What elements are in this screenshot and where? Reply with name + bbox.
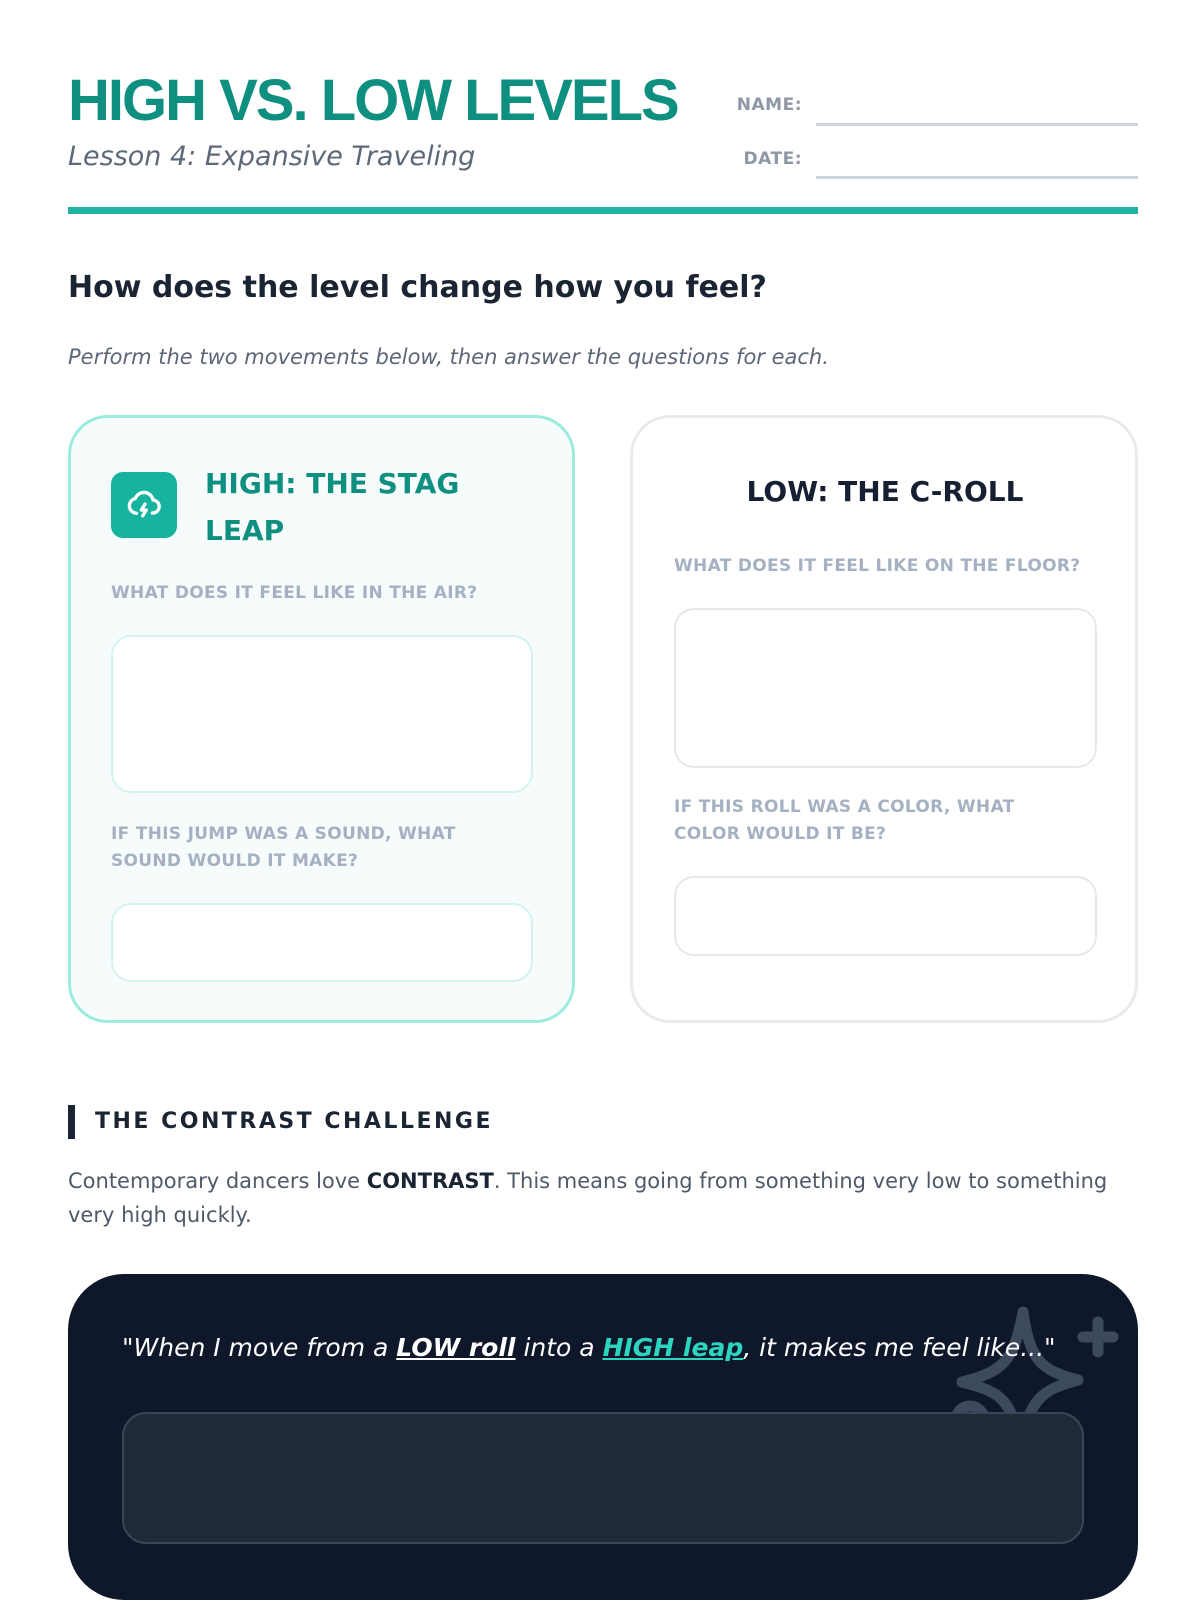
section-accent-bar xyxy=(68,1105,75,1139)
page-title: HIGH VS. LOW LEVELS xyxy=(68,68,678,133)
quote-low-roll: LOW roll xyxy=(396,1333,516,1362)
low-card-title: LOW: THE C-ROLL xyxy=(746,475,1024,508)
high-sound-answer-box[interactable] xyxy=(111,903,533,982)
reflection-quote xyxy=(122,1330,1056,1366)
main-question: How does the level change how you feel? xyxy=(68,270,767,305)
contrast-section-title: THE CONTRAST CHALLENGE xyxy=(95,1109,493,1134)
reflection-answer-box[interactable] xyxy=(122,1412,1084,1544)
high-prompt-sound: IF THIS JUMP WAS A SOUND, WHAT SOUND WOULD IT MAKE? xyxy=(111,824,456,871)
high-air-answer-box[interactable] xyxy=(111,635,533,793)
date-label: DATE: xyxy=(743,149,802,169)
quote-part-2: into a xyxy=(515,1333,603,1362)
low-floor-answer-box[interactable] xyxy=(674,608,1097,768)
instruction-text: Perform the two movements below, then answer the questions for each. xyxy=(68,345,829,369)
name-label: NAME: xyxy=(736,95,802,115)
date-field[interactable] xyxy=(816,176,1138,179)
quote-part-3: , it makes me feel like..." xyxy=(743,1333,1056,1362)
high-card-title: HIGH: THE STAG LEAP xyxy=(205,467,460,547)
page-subtitle: Lesson 4: Expansive Traveling xyxy=(68,141,476,172)
contrast-description xyxy=(68,1164,1138,1232)
header-divider xyxy=(68,207,1138,214)
high-prompt-air: WHAT DOES IT FEEL LIKE IN THE AIR? xyxy=(111,583,478,603)
low-color-answer-box[interactable] xyxy=(674,876,1097,956)
cloud-lightning-icon xyxy=(111,472,177,538)
contrast-keyword: CONTRAST xyxy=(366,1169,494,1193)
contrast-text-suffix: . This means going from something very low to something very high quickly. xyxy=(68,1169,1108,1227)
quote-high-leap: HIGH leap xyxy=(602,1333,744,1362)
low-prompt-color: IF THIS ROLL WAS A COLOR, WHAT COLOR WOULD IT BE? xyxy=(674,797,1015,844)
quote-part-1: "When I move from a xyxy=(122,1333,397,1362)
name-field[interactable] xyxy=(816,123,1138,126)
contrast-text-prefix: Contemporary dancers love xyxy=(68,1169,367,1193)
low-prompt-floor: WHAT DOES IT FEEL LIKE ON THE FLOOR? xyxy=(674,556,1081,576)
